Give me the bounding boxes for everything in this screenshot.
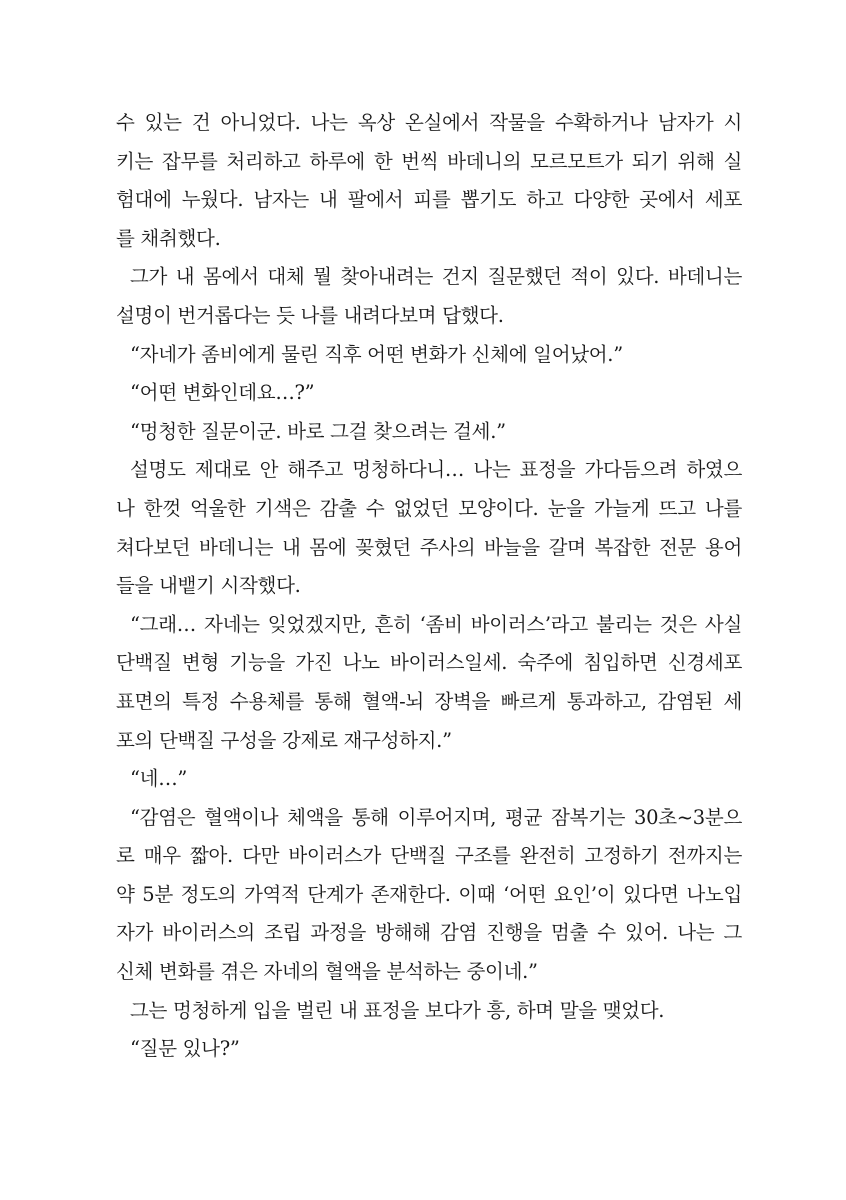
body-text bbox=[116, 104, 742, 1069]
text-line: 키는 잡무를 처리하고 하루에 한 번씩 바데니의 모르모트가 되기 위해 실 bbox=[116, 149, 742, 173]
text-line: “멍청한 질문이군. 바로 그걸 찾으려는 걸세.” bbox=[130, 419, 506, 443]
text-line: 를 채취했다. bbox=[116, 226, 221, 250]
text-line: 자가 바이러스의 조립 과정을 방해해 감염 진행을 멈출 수 있어. 나는 그 bbox=[116, 921, 742, 945]
text-line: “그래… 자네는 잊었겠지만, 흔히 ‘좀비 바이러스’라고 불리는 것은 사실 bbox=[130, 612, 742, 636]
text-line: 약 5분 정도의 가역적 단계가 존재한다. 이때 ‘어떤 요인’이 있다면 나노입 bbox=[116, 882, 742, 906]
text-line: 단백질 변형 기능을 가진 나노 바이러스일세. 숙주에 침입하면 신경세포 bbox=[116, 651, 742, 675]
text-line: 그는 멍청하게 입을 벌린 내 표정을 보다가 흥, 하며 말을 맺었다. bbox=[130, 998, 665, 1022]
text-line: 설명이 번거롭다는 듯 나를 내려다보며 답했다. bbox=[116, 303, 504, 327]
text-line: 신체 변화를 겪은 자네의 혈액을 분석하는 중이네.” bbox=[116, 960, 538, 984]
text-line: 표면의 특정 수용체를 통해 혈액-뇌 장벽을 빠르게 통과하고, 감염된 세 bbox=[116, 689, 742, 713]
text-line: “질문 있나?” bbox=[130, 1037, 240, 1061]
text-line: 로 매우 짧아. 다만 바이러스가 단백질 구조를 완전히 고정하기 전까지는 bbox=[116, 844, 742, 868]
text-line: 쳐다보던 바데니는 내 몸에 꽂혔던 주사의 바늘을 갈며 복잡한 전문 용어 bbox=[116, 535, 742, 559]
text-line: 설명도 제대로 안 해주고 멍청하다니… 나는 표정을 가다듬으려 하였으 bbox=[130, 458, 742, 482]
text-line: “감염은 혈액이나 체액을 통해 이루어지며, 평균 잠복기는 30초~3분으 bbox=[130, 805, 742, 829]
text-line: 그가 내 몸에서 대체 뭘 찾아내려는 건지 질문했던 적이 있다. 바데니는 bbox=[130, 265, 742, 289]
text-line: “자네가 좀비에게 물린 직후 어떤 변화가 신체에 일어났어.” bbox=[130, 342, 623, 366]
text-line: 수 있는 건 아니었다. 나는 옥상 온실에서 작물을 수확하거나 남자가 시 bbox=[116, 111, 742, 134]
text-line: “어떤 변화인데요…?” bbox=[130, 381, 315, 405]
text-line: 험대에 누웠다. 남자는 내 팔에서 피를 뽑기도 하고 다양한 곳에서 세포 bbox=[116, 188, 742, 212]
text-line: 나 한껏 억울한 기색은 감출 수 없었던 모양이다. 눈을 가늘게 뜨고 나를 bbox=[116, 496, 742, 520]
text-line: 포의 단백질 구성을 강제로 재구성하지.” bbox=[116, 728, 452, 752]
text-line: 들을 내뱉기 시작했다. bbox=[116, 574, 301, 598]
text-line: “네…” bbox=[130, 767, 188, 791]
